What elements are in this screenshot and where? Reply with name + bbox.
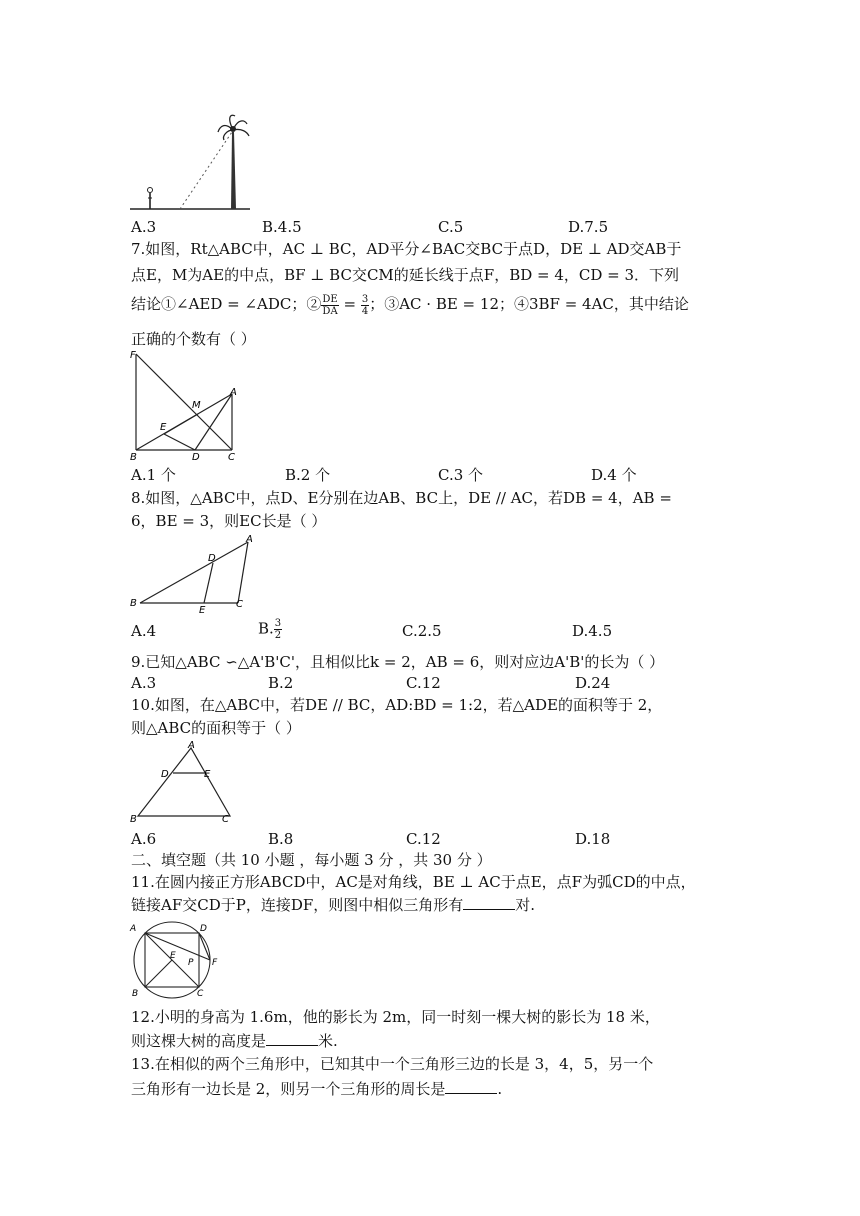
q7-frac1-den: DA <box>322 305 338 317</box>
q10-figure <box>128 740 240 826</box>
q12-question-line1: 12.小明的身高为 1.6m，他的影长为 2m，同一时刻一棵大树的影长为 18 米， <box>131 1008 660 1026</box>
q7-question-line3 <box>131 293 689 317</box>
q9-option-a[interactable]: A.3 <box>131 674 157 692</box>
q11-label-a: A <box>130 924 137 934</box>
q8-option-c[interactable]: C.2.5 <box>402 622 442 640</box>
q7-label-f: F <box>130 350 136 361</box>
q11-line2-start: 链接AF交CD于P，连接DF，则图中相似三角形有 <box>131 896 464 914</box>
q7-line3-end: ；③AC · BE = 12；④3BF = 4AC，其中结论 <box>369 295 689 313</box>
q11-line2-end: 对. <box>515 896 536 914</box>
q7-option-b[interactable]: B.2 个 <box>285 466 331 484</box>
q11-label-d: D <box>200 924 207 934</box>
q7-frac2-num: 3 <box>361 293 369 305</box>
q11-figure <box>126 918 226 1002</box>
q13-line2-end: . <box>497 1080 503 1098</box>
q8-option-b-fraction <box>274 618 282 641</box>
q10-question-line1: 10.如图，在△ABC中，若DE // BC，AD:BD = 1:2，若△ADE的面积等于 2， <box>131 696 663 714</box>
q7-label-e: E <box>160 422 167 433</box>
q6-option-a[interactable]: A.3 <box>131 218 157 236</box>
q10-option-b[interactable]: B.8 <box>268 830 294 848</box>
q11-answer-blank[interactable] <box>463 895 515 910</box>
q11-label-f: F <box>212 958 218 968</box>
q7-frac2-den: 4 <box>361 305 369 317</box>
q7-question-line2: 点E，M为AE的中点，BF ⊥ BC交CM的延长线于点F，BD = 4，CD = 3．下列 <box>131 266 680 284</box>
q7-question-line1: 7.如图，Rt△ABC中，AC ⊥ BC，AD平分∠BAC交BC于点D，DE ⊥ AD交AB于 <box>131 240 682 258</box>
q8-optb-den: 2 <box>274 630 282 641</box>
q7-line3-start: 结论①∠AED = ∠ADC；② <box>131 295 322 313</box>
q8-option-b[interactable] <box>258 618 282 641</box>
q8-option-b-prefix: B. <box>258 619 274 638</box>
q12-line2-end: 米. <box>318 1032 338 1050</box>
q7-option-a[interactable]: A.1 个 <box>131 466 176 484</box>
section-title-fill-in: 二、填空题（共 10 小题 ，每小题 3 分 ，共 30 分 ） <box>131 851 492 869</box>
q7-figure <box>128 348 240 464</box>
q6-option-b[interactable]: B.4.5 <box>262 218 302 236</box>
q10-label-e: E <box>204 769 211 780</box>
q8-figure <box>128 534 256 618</box>
q10-label-c: C <box>222 814 229 825</box>
person-icon <box>148 188 153 210</box>
q8-label-e: E <box>199 605 206 616</box>
q9-option-c[interactable]: C.12 <box>406 674 441 692</box>
q7-option-d[interactable]: D.4 个 <box>591 466 637 484</box>
q12-answer-blank[interactable] <box>266 1031 318 1046</box>
q11-question-line1: 11.在圆内接正方形ABCD中，AC是对角线，BE ⊥ AC于点E，点F为弧CD的中点， <box>131 873 696 891</box>
q7-frac1-num: DE <box>322 293 338 305</box>
q7-label-a: A <box>230 387 237 398</box>
q9-question-line1: 9.已知△ABC ∽△A'B'C'，且相似比k = 2，AB = 6，则对应边A'B'的长为（ ） <box>131 653 665 671</box>
q8-option-a[interactable]: A.4 <box>131 622 157 640</box>
q7-fraction-de-da <box>321 294 338 317</box>
q10-question-line2: 则△ABC的面积等于（ ） <box>131 719 301 737</box>
q13-answer-blank[interactable] <box>445 1079 497 1094</box>
q13-line2-start: 三角形有一边长是 2，则另一个三角形的周长是 <box>131 1080 446 1098</box>
q12-line2-start: 则这棵大树的高度是 <box>131 1032 267 1050</box>
q8-question-line2: 6，BE = 3，则EC长是（ ） <box>131 512 327 530</box>
q7-label-m: M <box>192 400 201 411</box>
q10-option-d[interactable]: D.18 <box>575 830 611 848</box>
palm-tree-icon <box>218 115 249 209</box>
q7-option-c[interactable]: C.3 个 <box>438 466 484 484</box>
q7-label-c: C <box>228 452 235 463</box>
q8-option-d[interactable]: D.4.5 <box>572 622 613 640</box>
q10-option-a[interactable]: A.6 <box>131 830 157 848</box>
q6-option-d[interactable]: D.7.5 <box>568 218 609 236</box>
q7-question-line4: 正确的个数有（ ） <box>131 330 256 348</box>
q8-optb-num: 3 <box>274 618 282 629</box>
q10-label-d: D <box>161 769 169 780</box>
q6-figure <box>128 110 254 214</box>
q10-option-c[interactable]: C.12 <box>406 830 441 848</box>
q7-fraction-3-4 <box>361 294 369 317</box>
q9-option-d[interactable]: D.24 <box>575 674 611 692</box>
q10-label-b: B <box>130 814 137 825</box>
q12-question-line2 <box>131 1030 338 1052</box>
q8-label-a: A <box>246 534 253 545</box>
q13-question-line1: 13.在相似的两个三角形中，已知其中一个三角形三边的长是 3，4，5，另一个 <box>131 1055 654 1073</box>
q10-label-a: A <box>188 740 195 751</box>
q8-question-line1: 8.如图，△ABC中，点D、E分别在边AB、BC上，DE // AC，若DB = 4，AB = <box>131 489 672 507</box>
q13-question-line2 <box>131 1078 502 1100</box>
q8-label-c: C <box>236 599 243 610</box>
q6-option-c[interactable]: C.5 <box>438 218 464 236</box>
q11-label-p: P <box>188 958 194 968</box>
q8-label-d: D <box>208 553 216 564</box>
q7-label-b: B <box>130 452 137 463</box>
q9-option-b[interactable]: B.2 <box>268 674 294 692</box>
q11-label-b: B <box>132 989 139 999</box>
q11-question-line2 <box>131 894 535 916</box>
q7-equals: = <box>338 295 361 313</box>
q11-label-e: E <box>170 951 176 961</box>
q11-label-c: C <box>197 989 204 999</box>
q8-label-b: B <box>130 598 137 609</box>
q7-label-d: D <box>192 452 200 463</box>
